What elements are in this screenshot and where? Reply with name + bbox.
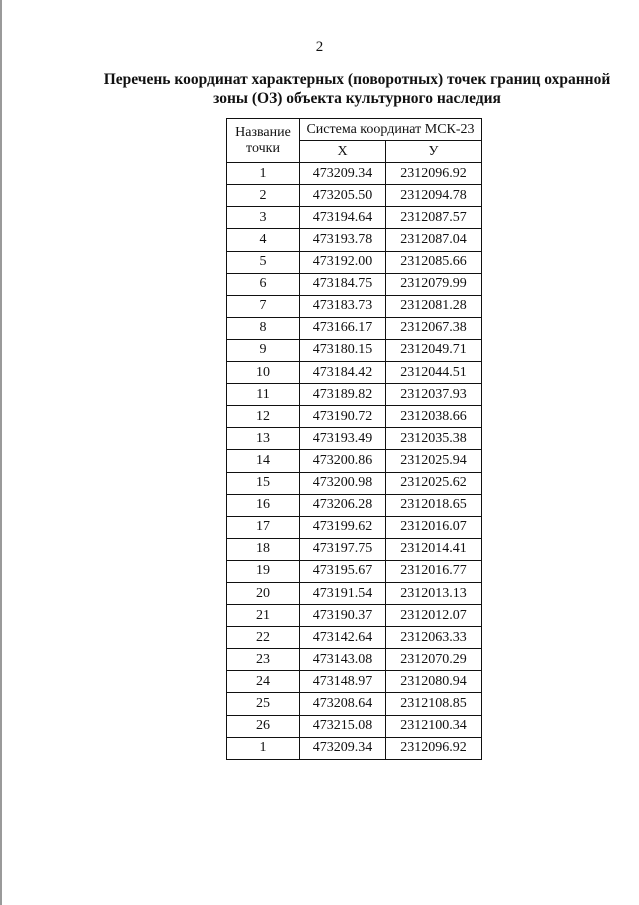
- y-coordinate-cell: 2312025.94: [386, 450, 482, 472]
- header-y: У: [386, 141, 482, 163]
- table-row: [227, 229, 482, 251]
- point-number-cell: 26: [227, 715, 300, 737]
- x-coordinate-cell: 473193.49: [300, 428, 386, 450]
- point-number-cell: 17: [227, 516, 300, 538]
- table-row: [227, 362, 482, 384]
- table-row: [227, 560, 482, 582]
- point-number-cell: 20: [227, 582, 300, 604]
- x-coordinate-cell: 473166.17: [300, 317, 386, 339]
- x-coordinate-cell: 473190.72: [300, 406, 386, 428]
- y-coordinate-cell: 2312087.04: [386, 229, 482, 251]
- x-coordinate-cell: 473190.37: [300, 605, 386, 627]
- point-number-cell: 1: [227, 163, 300, 185]
- point-number-cell: 13: [227, 428, 300, 450]
- table-header: [227, 119, 482, 163]
- x-coordinate-cell: 473195.67: [300, 560, 386, 582]
- x-coordinate-cell: 473205.50: [300, 185, 386, 207]
- y-coordinate-cell: 2312016.07: [386, 516, 482, 538]
- x-coordinate-cell: 473143.08: [300, 649, 386, 671]
- x-coordinate-cell: 473215.08: [300, 715, 386, 737]
- header-x: X: [300, 141, 386, 163]
- y-coordinate-cell: 2312044.51: [386, 362, 482, 384]
- table-row: [227, 339, 482, 361]
- point-number-cell: 16: [227, 494, 300, 516]
- table-row: [227, 627, 482, 649]
- y-coordinate-cell: 2312014.41: [386, 538, 482, 560]
- table-row: [227, 450, 482, 472]
- y-coordinate-cell: 2312016.77: [386, 560, 482, 582]
- y-coordinate-cell: 2312080.94: [386, 671, 482, 693]
- y-coordinate-cell: 2312038.66: [386, 406, 482, 428]
- x-coordinate-cell: 473192.00: [300, 251, 386, 273]
- point-number-cell: 7: [227, 295, 300, 317]
- x-coordinate-cell: 473209.34: [300, 737, 386, 759]
- x-coordinate-cell: 473184.75: [300, 273, 386, 295]
- x-coordinate-cell: 473200.98: [300, 472, 386, 494]
- table-row: [227, 715, 482, 737]
- y-coordinate-cell: 2312012.07: [386, 605, 482, 627]
- point-number-cell: 10: [227, 362, 300, 384]
- point-number-cell: 19: [227, 560, 300, 582]
- x-coordinate-cell: 473208.64: [300, 693, 386, 715]
- x-coordinate-cell: 473191.54: [300, 582, 386, 604]
- table-row: [227, 428, 482, 450]
- page-number: 2: [315, 39, 324, 55]
- y-coordinate-cell: 2312096.92: [386, 737, 482, 759]
- coordinates-table: [226, 118, 482, 760]
- table-row: [227, 737, 482, 759]
- point-number-cell: 21: [227, 605, 300, 627]
- x-coordinate-cell: 473184.42: [300, 362, 386, 384]
- table-body: [227, 163, 482, 760]
- table-row: [227, 251, 482, 273]
- y-coordinate-cell: 2312087.57: [386, 207, 482, 229]
- table-row: [227, 649, 482, 671]
- point-number-cell: 24: [227, 671, 300, 693]
- table-row: [227, 406, 482, 428]
- point-number-cell: 23: [227, 649, 300, 671]
- y-coordinate-cell: 2312018.65: [386, 494, 482, 516]
- x-coordinate-cell: 473142.64: [300, 627, 386, 649]
- table-row: [227, 207, 482, 229]
- point-number-cell: 9: [227, 339, 300, 361]
- table-row: [227, 163, 482, 185]
- y-coordinate-cell: 2312035.38: [386, 428, 482, 450]
- x-coordinate-cell: 473199.62: [300, 516, 386, 538]
- y-coordinate-cell: 2312096.92: [386, 163, 482, 185]
- table-row: [227, 671, 482, 693]
- point-number-cell: 2: [227, 185, 300, 207]
- y-coordinate-cell: 2312079.99: [386, 273, 482, 295]
- y-coordinate-cell: 2312108.85: [386, 693, 482, 715]
- x-coordinate-cell: 473209.34: [300, 163, 386, 185]
- table-row: [227, 472, 482, 494]
- x-coordinate-cell: 473206.28: [300, 494, 386, 516]
- y-coordinate-cell: 2312037.93: [386, 384, 482, 406]
- x-coordinate-cell: 473183.73: [300, 295, 386, 317]
- point-number-cell: 6: [227, 273, 300, 295]
- table-row: [227, 516, 482, 538]
- point-number-cell: 12: [227, 406, 300, 428]
- y-coordinate-cell: 2312085.66: [386, 251, 482, 273]
- y-coordinate-cell: 2312094.78: [386, 185, 482, 207]
- point-number-cell: 18: [227, 538, 300, 560]
- y-coordinate-cell: 2312025.62: [386, 472, 482, 494]
- table-row: [227, 317, 482, 339]
- point-number-cell: 8: [227, 317, 300, 339]
- point-number-cell: 4: [227, 229, 300, 251]
- x-coordinate-cell: 473180.15: [300, 339, 386, 361]
- point-number-cell: 1: [227, 737, 300, 759]
- point-number-cell: 11: [227, 384, 300, 406]
- point-number-cell: 22: [227, 627, 300, 649]
- y-coordinate-cell: 2312100.34: [386, 715, 482, 737]
- table-row: [227, 295, 482, 317]
- table-row: [227, 693, 482, 715]
- header-coordinate-system: Система координат МСК-23: [300, 119, 482, 141]
- y-coordinate-cell: 2312070.29: [386, 649, 482, 671]
- y-coordinate-cell: 2312067.38: [386, 317, 482, 339]
- page-edge: [0, 0, 2, 905]
- point-number-cell: 15: [227, 472, 300, 494]
- x-coordinate-cell: 473200.86: [300, 450, 386, 472]
- y-coordinate-cell: 2312081.28: [386, 295, 482, 317]
- x-coordinate-cell: 473189.82: [300, 384, 386, 406]
- x-coordinate-cell: 473197.75: [300, 538, 386, 560]
- x-coordinate-cell: 473148.97: [300, 671, 386, 693]
- table-row: [227, 538, 482, 560]
- table-row: [227, 582, 482, 604]
- y-coordinate-cell: 2312013.13: [386, 582, 482, 604]
- table-row: [227, 384, 482, 406]
- point-number-cell: 5: [227, 251, 300, 273]
- table-row: [227, 185, 482, 207]
- table-row: [227, 273, 482, 295]
- document-title: Перечень координат характерных (поворотных) точек границ охранной зоны (ОЗ) объекта культурного наследия: [103, 71, 611, 107]
- y-coordinate-cell: 2312049.71: [386, 339, 482, 361]
- point-number-cell: 14: [227, 450, 300, 472]
- x-coordinate-cell: 473194.64: [300, 207, 386, 229]
- point-number-cell: 25: [227, 693, 300, 715]
- point-number-cell: 3: [227, 207, 300, 229]
- table-row: [227, 494, 482, 516]
- header-point-name: Название точки: [227, 119, 300, 163]
- x-coordinate-cell: 473193.78: [300, 229, 386, 251]
- table-row: [227, 605, 482, 627]
- y-coordinate-cell: 2312063.33: [386, 627, 482, 649]
